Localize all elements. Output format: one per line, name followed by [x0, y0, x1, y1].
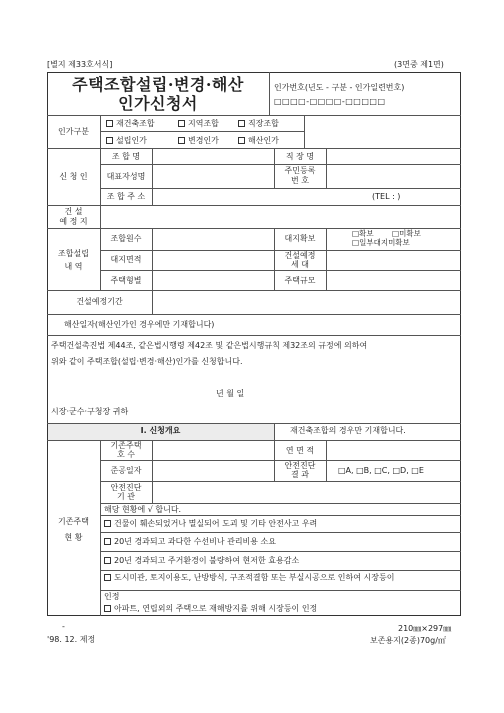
footer-dash: - [62, 622, 65, 631]
safety-grade-options[interactable]: □A, □B, □C, □D, □E [338, 466, 424, 475]
approval-number-label: 인가번호(년도 - 구분 - 인가일련번호) [274, 83, 405, 92]
criteria-item-3[interactable]: 20년 경과되고 주거환경이 불량하여 현저한 효용감소 [104, 556, 299, 566]
criteria-item-5[interactable]: 아파트, 연립외의 주택으로 재해방지를 위해 시장등이 인정 [104, 604, 317, 614]
checkbox-icon [238, 120, 245, 127]
checkbox-icon [106, 137, 113, 144]
option-change[interactable]: 변경인가 [178, 136, 219, 146]
statement-date[interactable]: 년 월 일 [216, 389, 245, 398]
statement-line1: 주택건설촉진법 제44조, 같은법시행령 제42조 및 같은법시행규칙 제32조의 규정에 의하여 [51, 341, 368, 350]
section1-title: Ⅰ. 신청개요 [140, 426, 181, 435]
site-field[interactable] [101, 206, 460, 227]
workplace-field[interactable] [327, 149, 460, 163]
revision-date: '98. 12. 제정 [47, 635, 96, 644]
safety-result-label-1: 안전진단 [284, 461, 316, 470]
site-label-2: 예 정 지 [59, 217, 88, 226]
resident-no-field[interactable] [327, 165, 460, 187]
existing-label-2: 현 황 [64, 533, 83, 542]
form-title-line2: 인가신청서 [118, 94, 198, 113]
construction-period-field[interactable] [153, 291, 460, 313]
unsecured-option[interactable]: □미확보 [392, 229, 421, 238]
safety-org-label-2: 기 관 [117, 492, 135, 501]
floor-area-label: 연 면 적 [285, 446, 315, 455]
option-establishment[interactable]: 설립인가 [106, 136, 147, 146]
union-address-label: 조 합 주 소 [106, 192, 146, 201]
form-title-line1: 주택조합설립·변경·해산 [72, 75, 244, 94]
applicant-label: 신 청 인 [59, 172, 88, 181]
paper-size: 210㎜×297㎜ [398, 624, 452, 633]
approval-number-boxes[interactable]: □□□□-□□□□-□□□□□ [274, 97, 386, 106]
option-workplace[interactable]: 직장조합 [238, 119, 279, 129]
criteria-item-4-cont: 인정 [104, 592, 120, 601]
checkbox-icon [104, 538, 111, 545]
checkbox-icon [106, 120, 113, 127]
tel-field[interactable]: (TEL : ) [372, 192, 401, 201]
secured-option[interactable]: □확보 [352, 229, 374, 238]
criteria-item-2[interactable]: 20년 경과되고 과다한 수선비나 관리비용 소요 [104, 537, 276, 547]
house-count-label-1: 기존주택 [110, 441, 142, 450]
page-info: (3면중 제1면) [394, 60, 444, 69]
recipient: 시장·군수·구청장 귀하 [51, 407, 129, 416]
existing-label-1: 기존주택 [58, 517, 89, 526]
planned-units-label-2: 세 대 [291, 260, 309, 269]
applicable-note: 해당 현황에 √ 합니다. [104, 505, 182, 514]
site-label-1: 건 설 [64, 207, 83, 216]
union-name-field[interactable] [153, 149, 273, 163]
criteria-item-1[interactable]: 건물이 훼손되었거나 멸실되어 도괴 및 기타 안전사고 우려 [104, 519, 317, 529]
members-label: 조합원수 [110, 234, 142, 243]
approval-type-label: 인가구분 [58, 127, 89, 136]
dissolution-date-label: 해산일자(해산인가인 경우에만 기재합니다) [64, 320, 215, 329]
option-dissolution[interactable]: 해산인가 [238, 136, 279, 146]
planned-units-label-1: 건설예정 [284, 251, 316, 260]
housing-scale-label: 주택규모 [284, 276, 316, 285]
rep-name-label: 대표자성명 [106, 172, 146, 181]
partial-option[interactable]: □일부대지미확보 [352, 238, 410, 247]
option-reconstruction[interactable]: 재건축조합 [106, 119, 155, 129]
construction-period-label: 건설예정기간 [76, 297, 123, 306]
resident-no-label-2: 번 호 [291, 176, 309, 185]
union-name-label: 조 합 명 [111, 152, 141, 161]
checkbox-icon [104, 520, 111, 527]
checkbox-icon [178, 137, 185, 144]
workplace-label: 직 장 명 [285, 152, 315, 161]
safety-org-label-1: 안전진단 [110, 483, 142, 492]
checkbox-icon [104, 605, 111, 612]
safety-result-label-2: 결 과 [291, 470, 309, 479]
option-regional[interactable]: 지역조합 [178, 119, 219, 129]
union-info-label-2: 내 역 [64, 262, 83, 271]
completion-date-label: 준공일자 [110, 466, 142, 475]
land-area-label: 대지면적 [110, 255, 142, 264]
rep-name-field[interactable] [153, 165, 273, 187]
criteria-item-4[interactable]: 도시미관, 토지이용도, 난방방식, 구조적결함 또는 부실시공으로 인하여 시장등이 [104, 573, 394, 583]
land-secured-label: 대지확보 [284, 234, 316, 243]
checkbox-icon [104, 574, 111, 581]
resident-no-label-1: 주민등록 [284, 166, 316, 175]
checkbox-icon [178, 120, 185, 127]
checkbox-icon [104, 557, 111, 564]
house-count-label-2: 호 수 [117, 450, 135, 459]
union-info-label-1: 조합설립 [58, 249, 89, 258]
housing-type-label: 주택형별 [110, 276, 142, 285]
statement-line2: 위와 같이 주택조합(설립·변경·해산)인가를 신청합니다. [51, 357, 243, 366]
section1-note: 재건축조합의 경우만 기재합니다. [290, 426, 406, 435]
paper-type: 보존용지(2종)70g/㎡ [370, 636, 446, 645]
form-number: [별지 제33호서식] [47, 60, 113, 69]
checkbox-icon [238, 137, 245, 144]
